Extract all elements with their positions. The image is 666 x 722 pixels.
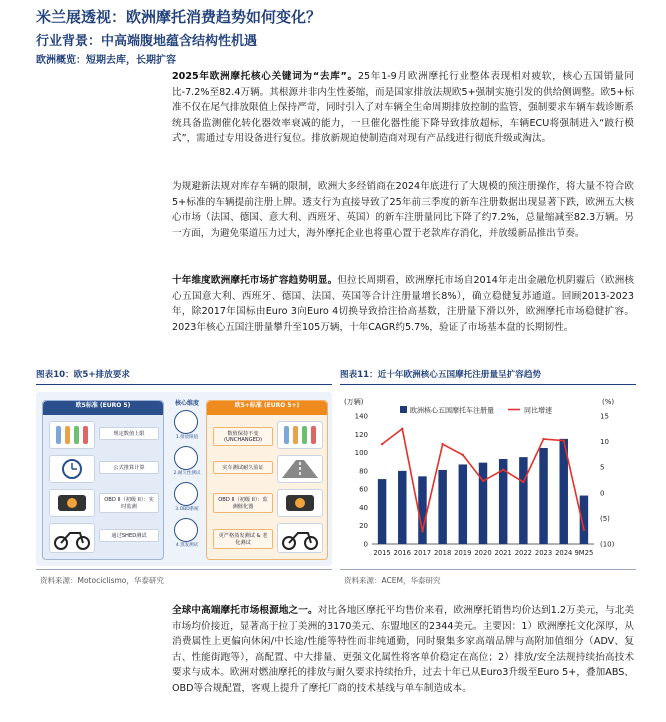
- legend-bar-swatch: [400, 406, 407, 413]
- x-tick-label: 2024: [555, 549, 573, 557]
- euro5-item-3: OBD II（初级 II）：实时监测: [99, 493, 159, 513]
- left-tick-label: 20: [359, 522, 368, 531]
- growth-point-2019: [462, 454, 464, 456]
- road-test-icon: [277, 455, 323, 483]
- emission-limit-icon: [174, 410, 198, 434]
- euro5plus-panel-title: 欧5+标准 (EURO 5+): [207, 401, 327, 415]
- core-dimension-title: 核心维度: [174, 400, 199, 407]
- x-tick-label: 2020: [474, 549, 492, 557]
- figure-11-rule: [340, 384, 636, 385]
- euro5-item-4: 通过SHED测试: [99, 529, 159, 542]
- paragraph-4: [172, 603, 634, 697]
- core-dimension-4: 4.蒸发测试: [175, 543, 199, 548]
- right-axis-unit: (%): [602, 398, 615, 406]
- paragraph-3-lead: 十年维度欧洲摩托市场扩容趋势明显。: [172, 275, 338, 286]
- obd-device-icon: [277, 489, 323, 517]
- paragraph-4-lead: 全球中高端摩托市场根源地之一。: [172, 605, 318, 616]
- euro5-panel: [42, 400, 164, 560]
- left-tick-label: 0: [363, 540, 368, 549]
- growth-point-2020: [482, 480, 484, 482]
- figure-10-title: 图表10：欧5+排放要求: [36, 370, 130, 380]
- bar-2023: [539, 448, 547, 544]
- bar-2018: [438, 470, 446, 544]
- paragraph-1-body: 25年1-9月欧洲摩托行业整体表现相对疲软，核心五国销量同比-7.2%至82.4万辆。其根源并非内生性萎缩，而是国家排放法规欧5+强制实施引发的供给侧调整。欧5+标准不仅在尾气排放限值上保持严苛，同时引入了对车辆全生命周期排放控制的监管，强制要求车辆车载诊断系统具备监测催化转化器效率衰减的能力，一旦催化器性能下降导致排放超标，车辆ECU将强制进入“跛行模式”，需通过专用设备进行复位。排放新规迫使制造商对现有产品线进行彻底升级或淘汰。: [172, 71, 634, 145]
- motorcycle-icon: [277, 523, 323, 553]
- left-axis-unit: (万辆): [344, 398, 364, 406]
- registration-chart: [340, 392, 636, 570]
- x-tick-label: 2018: [433, 549, 452, 557]
- euro5plus-item-3: OBD II（初级 II）：监测催化器: [213, 493, 273, 513]
- euro5-item-2: 公式推算计算: [99, 461, 159, 474]
- test-tube-icon: [277, 421, 323, 449]
- legend-bar-label: 欧洲核心五国摩托车注册量: [410, 406, 494, 415]
- paragraph-3-body: 但拉长周期看，欧洲摩托市场自2014年走出金融危机阴霾后（欧洲核心五国意大利、西班牙、德国、法国、英国等合计注册量增长8%），确立稳健复苏通道。回顾2013-2023年，除2017年国标由Euro 3向Euro 4切换导致拾注拾高基数，注册量下滑以外，欧洲摩托市场稳健扩容。2023年核心五国注册量攀升至105万辆，十年CAGR约5.7%，验证了市场基本盘的长期韧性。: [172, 275, 634, 333]
- left-tick-label: 120: [354, 430, 368, 439]
- right-tick-label: (5): [600, 514, 610, 523]
- figure-10-rule: [36, 384, 332, 385]
- euro5-panel-title: 欧5标准 (EURO 5): [43, 401, 163, 415]
- x-tick-label: 2015: [373, 549, 391, 557]
- euro5plus-item-2: 实车测试耐久验证: [213, 461, 273, 474]
- euro5-item-1: 规定数值上限: [99, 427, 159, 440]
- paragraph-1-lead: 2025年欧洲摩托核心关键词为“去库”。: [172, 71, 358, 82]
- bar-2016: [398, 471, 406, 544]
- core-dimension-2: 2.耐久性测试: [173, 471, 201, 476]
- core-dimension-1: 1.排放限值: [175, 435, 199, 440]
- paragraph-1: [172, 69, 634, 147]
- x-tick-label: 2023: [534, 549, 553, 557]
- bar-2015: [378, 479, 386, 544]
- euro5plus-item-4: 更严格蒸发测试 & 老化测试: [213, 529, 273, 549]
- motorcycle-icon: [49, 523, 95, 553]
- legend-line-label: 同比增速: [524, 406, 552, 415]
- bar-2017: [418, 476, 426, 544]
- figure-11-title: 图表11：近十年欧洲核心五国摩托注册量呈扩容趋势: [340, 370, 542, 380]
- emission-diagram: [36, 392, 332, 566]
- page-title: 米兰展透视：欧洲摩托消费趋势如何变化？: [36, 8, 322, 26]
- growth-point-9M25: [583, 528, 585, 530]
- growth-point-2021: [502, 469, 504, 471]
- bar-2019: [459, 464, 467, 544]
- left-tick-label: 100: [354, 449, 368, 458]
- test-tube-icon: [49, 421, 95, 449]
- x-tick-label: 2017: [413, 549, 432, 557]
- figure-11-bottom-rule: [340, 569, 636, 570]
- euro5plus-item-1: 数值保持不变 (UNCHANGED): [213, 427, 273, 446]
- x-tick-label: 2016: [393, 549, 411, 557]
- obd-device-icon: [49, 489, 95, 517]
- right-tick-label: (10): [600, 540, 615, 549]
- durability-icon: [174, 446, 198, 470]
- euro5plus-panel: [206, 400, 328, 560]
- right-tick-label: 10: [600, 438, 609, 447]
- figure-10-source: 资料来源：Motociclismo，华泰研究: [40, 576, 164, 585]
- growth-point-2017: [421, 530, 423, 532]
- clock-icon: [49, 455, 95, 483]
- growth-point-2023: [542, 438, 544, 440]
- left-tick-label: 60: [359, 485, 368, 494]
- x-tick-label: 2021: [494, 549, 512, 557]
- paragraph-3: [172, 273, 634, 335]
- right-tick-label: 15: [600, 412, 609, 421]
- figure-11-source: 资料来源：ACEM，华泰研究: [344, 576, 441, 585]
- obd-icon: [174, 482, 198, 506]
- growth-point-2016: [401, 428, 403, 430]
- figure-10-bottom-rule: [36, 569, 332, 570]
- right-tick-label: 0: [600, 489, 605, 498]
- bar-2020: [479, 463, 487, 544]
- core-dimension-3: 3.OBD系统: [175, 507, 199, 512]
- section-heading: 行业背景：中高端腹地蕴含结构性机遇: [36, 34, 258, 49]
- evaporation-icon: [174, 518, 198, 542]
- x-tick-label: 2019: [454, 549, 472, 557]
- paragraph-2: [172, 179, 634, 241]
- growth-point-2015: [381, 443, 383, 445]
- growth-point-2022: [522, 481, 524, 483]
- x-tick-label: 9M25: [574, 549, 594, 557]
- left-tick-label: 140: [354, 412, 368, 421]
- bar-2022: [519, 457, 527, 544]
- growth-point-2024: [563, 439, 565, 441]
- right-tick-label: 5: [600, 463, 605, 472]
- paragraph-4-body: 对比各地区摩托平均售价来看，欧洲摩托销售均价达到1.2万美元，与北美市场均价接近，显著高于拉丁美洲的3170美元、东盟地区的2344美元。主要因：1）欧洲摩托文化深厚，从消费属性上更偏向休闲/中长途/性能等特性而非纯通勤，同时聚集多家高端品牌与高附加值细分（ADV、复古、性能街跑等），高配置、中大排量、更强文化属性将客单价稳定在高位；2）排放/安全法规持续抬高技术要求与成本。欧洲对燃油摩托的排放与耐久要求持续抬升，过去十年已从Euro3升级至Euro 5+，叠加ABS、OBD等合规配置，客观上提升了摩托厂商的技术基线与单车制造成本。: [172, 605, 635, 694]
- paragraph-2-body: 为规避新法规对库存车辆的限制，欧洲大多经销商在2024年底进行了大规模的预注册操作，将大量不符合欧5+标准的车辆提前注册上牌。透支行为直接导致了25年前三季度的新车注册数据出现显著下跌，欧洲五大核心市场（法国、德国、意大利、西班牙、英国）的新车注册量同比下降了约7.2%，总量缩减至82.3万辆。另一方面，为避免渠道压力过大，海外摩托企业也将重心置于老款库存消化，并放缓新品推出节奏。: [172, 181, 634, 239]
- left-tick-label: 40: [359, 503, 368, 512]
- subsection-heading: 欧洲概览：短期去库，长期扩容: [36, 55, 176, 66]
- x-tick-label: 2022: [514, 549, 533, 557]
- left-tick-label: 80: [359, 467, 368, 476]
- growth-point-2018: [441, 443, 443, 445]
